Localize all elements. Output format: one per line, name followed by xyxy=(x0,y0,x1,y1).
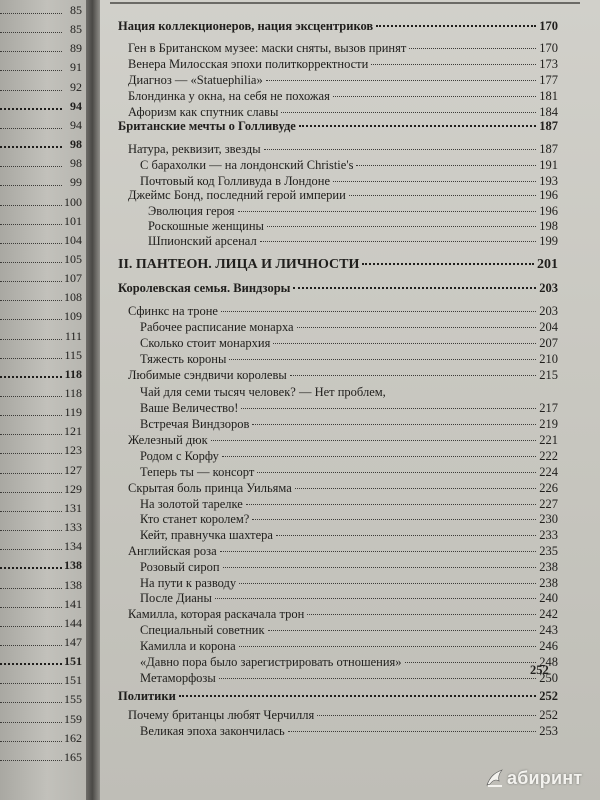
left-page-number: 105 xyxy=(64,251,82,266)
dot-leader xyxy=(0,108,62,110)
left-page-number: 92 xyxy=(70,79,82,94)
left-page-number-row xyxy=(0,366,84,382)
toc-page: 253 xyxy=(539,724,558,738)
dot-leader xyxy=(295,488,536,489)
toc-title: Афоризм как спутник славы xyxy=(128,105,279,119)
left-page-number-row xyxy=(0,672,84,688)
toc-title: После Дианы xyxy=(140,591,212,605)
dot-leader xyxy=(0,567,62,569)
dot-leader xyxy=(0,434,62,435)
left-page-number-row xyxy=(0,442,84,458)
left-page-number-row xyxy=(0,385,84,401)
toc-page: 230 xyxy=(539,512,558,526)
toc-page: 177 xyxy=(539,73,558,87)
left-page-number: 129 xyxy=(64,481,82,496)
toc-page: 222 xyxy=(539,449,558,463)
left-page-number: 101 xyxy=(64,213,82,228)
left-page-number-row xyxy=(0,21,84,37)
dot-leader xyxy=(266,80,537,81)
toc-page: 181 xyxy=(539,89,558,103)
toc-title: Королевская семья. Виндзоры xyxy=(118,281,291,295)
dot-leader xyxy=(0,741,62,742)
left-page-number: 108 xyxy=(64,290,82,305)
left-page-number-row xyxy=(0,615,84,631)
left-page-number-row xyxy=(0,136,84,152)
toc-entry xyxy=(128,606,558,622)
toc-entry xyxy=(140,448,558,464)
dot-leader xyxy=(273,343,536,344)
book-gutter xyxy=(86,0,100,800)
toc-page: 252 xyxy=(539,689,558,703)
left-page-number-row xyxy=(0,481,84,497)
dot-leader xyxy=(0,376,62,378)
left-page-number-row xyxy=(0,232,84,248)
left-page-number-row xyxy=(0,577,84,593)
left-page-number-row xyxy=(0,691,84,707)
toc-entry xyxy=(140,157,558,173)
left-page-number-row xyxy=(0,596,84,612)
toc-title: Специальный советник xyxy=(140,623,265,637)
left-page-number: 155 xyxy=(64,692,82,707)
left-page-number: 118 xyxy=(64,366,82,381)
left-page-number-row xyxy=(0,519,84,535)
toc-page: 170 xyxy=(539,41,558,55)
dot-leader xyxy=(0,415,62,416)
toc-entry xyxy=(128,367,558,383)
toc-entry xyxy=(128,72,558,88)
toc-page: 240 xyxy=(539,591,558,605)
left-page-number: 119 xyxy=(64,405,82,420)
toc-title: Диагноз — «Statuephilia» xyxy=(128,73,263,87)
toc-page: 217 xyxy=(539,401,558,415)
toc-page: 235 xyxy=(539,544,558,558)
dot-leader xyxy=(0,339,62,340)
toc-page: 191 xyxy=(539,158,558,172)
dot-leader xyxy=(0,243,62,244)
dot-leader xyxy=(0,530,62,531)
left-page-number: 138 xyxy=(64,558,82,573)
toc-title: Почтовый код Голливуда в Лондоне xyxy=(140,174,331,188)
left-page-number-row xyxy=(0,557,84,573)
dot-leader xyxy=(0,473,62,474)
left-page-number-row xyxy=(0,500,84,516)
toc-heading xyxy=(118,18,558,34)
toc-entry xyxy=(140,638,558,654)
left-page-number: 89 xyxy=(70,41,82,56)
toc-page: 203 xyxy=(539,304,558,318)
left-page-number-row xyxy=(0,289,84,305)
dot-leader xyxy=(0,13,62,14)
left-page-number: 98 xyxy=(70,156,82,171)
dot-leader xyxy=(297,327,537,328)
dot-leader xyxy=(0,90,62,91)
toc-page: 227 xyxy=(539,497,558,511)
dot-leader xyxy=(215,598,536,599)
labirint-bird-icon xyxy=(484,767,506,789)
dot-leader xyxy=(362,263,534,265)
toc-page: 238 xyxy=(539,560,558,574)
toc-title: Сфинкс на троне xyxy=(128,304,218,318)
toc-title: Тяжесть короны xyxy=(140,352,227,366)
left-page-number: 138 xyxy=(64,577,82,592)
toc-page: 224 xyxy=(539,465,558,479)
dot-leader xyxy=(179,695,536,697)
toc-title: Английская роза xyxy=(128,544,217,558)
toc-title: Сколько стоит монархия xyxy=(140,336,271,350)
left-page-number-row xyxy=(0,2,84,18)
dot-leader xyxy=(317,715,536,716)
toc-entry xyxy=(128,432,558,448)
left-page-number: 85 xyxy=(70,3,82,17)
toc-entry xyxy=(140,654,558,670)
toc-title: Железный дюк xyxy=(128,433,208,447)
left-page-number: 123 xyxy=(64,443,82,458)
left-page-number: 141 xyxy=(64,596,82,611)
dot-leader xyxy=(229,359,536,360)
toc-title: «Давно пора было зарегистрировать отношения» xyxy=(140,655,402,669)
dot-leader xyxy=(211,440,537,441)
toc-page: 252 xyxy=(539,708,558,722)
dot-leader xyxy=(290,375,536,376)
toc-page: 207 xyxy=(539,336,558,350)
left-page-number: 127 xyxy=(64,462,82,477)
left-page-number-row xyxy=(0,653,84,669)
toc-heading xyxy=(118,118,558,134)
toc-entry xyxy=(128,303,558,319)
toc-page: 233 xyxy=(539,528,558,542)
toc-entry xyxy=(140,335,558,351)
toc-entry xyxy=(128,40,558,56)
toc-entry xyxy=(128,56,558,72)
dot-leader xyxy=(0,32,62,33)
left-page-number: 144 xyxy=(64,615,82,630)
toc-page: 210 xyxy=(539,352,558,366)
labirint-watermark xyxy=(484,764,582,792)
toc-bold-page-number xyxy=(530,662,558,678)
toc-page: 198 xyxy=(539,219,558,233)
toc-heading xyxy=(118,280,558,296)
left-page-number-row xyxy=(0,79,84,95)
left-page-number-row xyxy=(0,251,84,267)
toc-page: 243 xyxy=(539,623,558,637)
dot-leader xyxy=(281,112,536,113)
left-page-number-row xyxy=(0,538,84,554)
dot-leader xyxy=(268,630,537,631)
toc-entry xyxy=(140,527,558,543)
left-page-number-row xyxy=(0,404,84,420)
toc-title: Кейт, правнучка шахтера xyxy=(140,528,273,542)
toc-entry xyxy=(148,218,558,234)
toc-page: 238 xyxy=(539,576,558,590)
toc-title: Венера Милосская эпохи политкорректности xyxy=(128,57,369,71)
toc-title: Камилла, которая раскачала трон xyxy=(128,607,305,621)
toc-entry xyxy=(140,400,558,416)
toc-title: Роскошные женщины xyxy=(148,219,264,233)
top-rule xyxy=(110,2,580,4)
toc-heading xyxy=(118,688,558,704)
dot-leader xyxy=(299,125,536,127)
dot-leader xyxy=(333,181,536,182)
dot-leader xyxy=(0,607,62,608)
toc-page: 187 xyxy=(539,119,558,133)
dot-leader xyxy=(0,300,62,301)
dot-leader xyxy=(0,588,62,589)
left-page-number-row xyxy=(0,749,84,765)
toc-title: Ваше Величество! xyxy=(140,401,239,415)
toc-entry xyxy=(140,496,558,512)
left-page-number: 107 xyxy=(64,271,82,286)
left-page-number: 151 xyxy=(64,654,82,669)
dot-leader xyxy=(0,128,62,129)
dot-leader xyxy=(288,731,537,732)
toc-page: 252 xyxy=(530,663,549,677)
right-page xyxy=(100,0,600,800)
toc-title: С барахолки — на лондонский Christie's xyxy=(140,158,354,172)
dot-leader xyxy=(260,241,537,242)
dot-leader xyxy=(0,683,62,684)
toc-entry xyxy=(128,543,558,559)
dot-leader xyxy=(0,358,62,359)
toc-page: 226 xyxy=(539,481,558,495)
toc-entry xyxy=(140,590,558,606)
toc-title: Джеймс Бонд, последний герой империи xyxy=(128,188,346,202)
left-page-number-row xyxy=(0,730,84,746)
toc-page: 215 xyxy=(539,368,558,382)
toc-page: 199 xyxy=(539,234,558,248)
toc-page: 184 xyxy=(539,105,558,119)
left-page-number: 134 xyxy=(64,539,82,554)
toc-title: Рабочее расписание монарха xyxy=(140,320,294,334)
toc-page: 203 xyxy=(539,281,558,295)
dot-leader xyxy=(0,281,62,282)
dot-leader xyxy=(371,64,536,65)
toc-entry xyxy=(140,351,558,367)
dot-leader xyxy=(221,311,536,312)
dot-leader xyxy=(0,224,62,225)
dot-leader xyxy=(409,48,536,49)
left-page-number: 85 xyxy=(70,22,82,37)
toc-entry xyxy=(140,319,558,335)
left-page-number: 159 xyxy=(64,711,82,726)
toc-page: 193 xyxy=(539,174,558,188)
toc-title: Розовый сироп xyxy=(140,560,220,574)
dot-leader xyxy=(222,456,536,457)
toc-title: Британские мечты о Голливуде xyxy=(118,119,296,133)
left-page-number-row xyxy=(0,155,84,171)
left-page-number: 111 xyxy=(64,328,82,343)
left-page-number-row xyxy=(0,194,84,210)
dot-leader xyxy=(0,166,62,167)
toc-page: 219 xyxy=(539,417,558,431)
toc-title: Любимые сэндвичи королевы xyxy=(128,368,287,382)
dot-leader xyxy=(241,408,536,409)
left-page-number-row xyxy=(0,711,84,727)
toc-title: Великая эпоха закончилась xyxy=(140,724,285,738)
toc-title: На золотой тарелке xyxy=(140,497,243,511)
toc-title: Нация коллекционеров, нация эксцентриков xyxy=(118,19,374,33)
left-page-number: 162 xyxy=(64,730,82,745)
left-page-number: 100 xyxy=(64,194,82,209)
dot-leader xyxy=(307,614,536,615)
toc-title: Шпионский арсенал xyxy=(148,234,257,248)
left-page-number-row xyxy=(0,98,84,114)
dot-leader xyxy=(356,165,536,166)
left-page-number-row xyxy=(0,634,84,650)
toc-page: 201 xyxy=(537,257,558,272)
dot-leader xyxy=(0,205,62,206)
left-page-number: 104 xyxy=(64,232,82,247)
toc-title: Политики xyxy=(118,689,176,703)
toc-page: 204 xyxy=(539,320,558,334)
dot-leader xyxy=(349,195,536,196)
dot-leader xyxy=(252,519,536,520)
toc-entry xyxy=(140,723,558,739)
left-page-number-row xyxy=(0,423,84,439)
toc-heading xyxy=(118,257,558,273)
toc-entry xyxy=(140,575,558,591)
toc-entry xyxy=(128,141,558,157)
left-page-number: 165 xyxy=(64,749,82,764)
left-page-number-row xyxy=(0,174,84,190)
dot-leader xyxy=(333,96,536,97)
toc-title: Блондинка у окна, на себя не похожая xyxy=(128,89,330,103)
dot-leader xyxy=(252,424,536,425)
left-page-number: 121 xyxy=(64,424,82,439)
dot-leader xyxy=(276,535,536,536)
dot-leader xyxy=(0,185,62,186)
dot-leader xyxy=(239,583,536,584)
left-page-number-row xyxy=(0,462,84,478)
dot-leader xyxy=(376,25,536,27)
left-page-number: 151 xyxy=(64,673,82,688)
left-page-number: 94 xyxy=(70,98,82,113)
dot-leader xyxy=(0,146,62,148)
toc-page: 246 xyxy=(539,639,558,653)
toc-title: Скрытая боль принца Уильяма xyxy=(128,481,292,495)
watermark-text: абиринт xyxy=(507,767,583,788)
left-page-number: 91 xyxy=(70,60,82,75)
left-page-number: 94 xyxy=(70,117,82,132)
dot-leader xyxy=(238,211,537,212)
toc-entry xyxy=(128,707,558,723)
left-page-number-row xyxy=(0,328,84,344)
toc-page: 221 xyxy=(539,433,558,447)
dot-leader xyxy=(0,453,62,454)
dot-leader xyxy=(405,662,537,663)
dot-leader xyxy=(0,702,62,703)
left-page-number: 118 xyxy=(64,386,82,400)
dot-leader xyxy=(264,149,537,150)
left-page-number-row xyxy=(0,117,84,133)
dot-leader xyxy=(0,51,62,52)
toc-entry xyxy=(128,480,558,496)
dot-leader xyxy=(0,626,62,627)
toc-entry xyxy=(148,233,558,249)
toc-title: Эволюция героя xyxy=(148,204,235,218)
toc-title: Метаморфозы xyxy=(140,671,216,685)
dot-leader xyxy=(0,722,62,723)
left-page-number: 131 xyxy=(64,500,82,515)
toc-title: Камилла и корона xyxy=(140,639,236,653)
dot-leader xyxy=(0,511,62,512)
left-page-number: 109 xyxy=(64,309,82,324)
toc-page: 173 xyxy=(539,57,558,71)
dot-leader xyxy=(0,396,62,397)
toc-title: На пути к разводу xyxy=(140,576,237,590)
left-page-number: 115 xyxy=(64,347,82,362)
toc-title: Чай для семи тысяч человек? — Нет проблем, xyxy=(140,385,386,399)
left-page-number-row xyxy=(0,59,84,75)
toc-entry xyxy=(128,187,558,203)
dot-leader xyxy=(0,262,62,263)
toc-entry xyxy=(140,670,558,686)
dot-leader xyxy=(0,492,62,493)
toc-title: Ген в Британском музее: маски сняты, вызов принят xyxy=(128,41,407,55)
toc-entry xyxy=(140,464,558,480)
dot-leader xyxy=(293,287,536,289)
left-page-number: 147 xyxy=(64,634,82,649)
toc-entry xyxy=(128,88,558,104)
left-page-number-row xyxy=(0,213,84,229)
toc-page: 242 xyxy=(539,607,558,621)
toc-page: 196 xyxy=(539,204,558,218)
toc-entry-continued xyxy=(140,384,558,400)
left-page-number-row xyxy=(0,40,84,56)
left-page-number: 99 xyxy=(70,175,82,190)
toc-title: Встречая Виндзоров xyxy=(140,417,250,431)
toc-entry xyxy=(140,622,558,638)
toc-title: Натура, реквизит, звезды xyxy=(128,142,261,156)
dot-leader xyxy=(257,472,536,473)
toc-entry xyxy=(148,203,558,219)
toc-entry xyxy=(140,559,558,575)
dot-leader xyxy=(223,567,537,568)
left-page-number-row xyxy=(0,308,84,324)
dot-leader xyxy=(0,663,62,665)
dot-leader xyxy=(0,549,62,550)
left-page-number: 133 xyxy=(64,520,82,534)
dot-leader xyxy=(220,551,537,552)
toc-title: Теперь ты — консорт xyxy=(140,465,255,479)
toc-title: Кто станет королем? xyxy=(140,512,250,526)
dot-leader xyxy=(0,70,62,71)
dot-leader xyxy=(267,226,536,227)
toc-title: Родом с Корфу xyxy=(140,449,219,463)
dot-leader xyxy=(219,678,536,679)
toc-entry xyxy=(140,416,558,432)
left-page xyxy=(0,0,86,800)
toc-entry xyxy=(140,511,558,527)
toc-title: II. ПАНТЕОН. ЛИЦА И ЛИЧНОСТИ xyxy=(118,257,360,272)
toc-page: 196 xyxy=(539,188,558,202)
toc-page: 170 xyxy=(539,19,558,33)
left-page-number-row xyxy=(0,270,84,286)
toc-page: 250 xyxy=(539,671,558,685)
dot-leader xyxy=(0,760,62,761)
left-page-number-row xyxy=(0,347,84,363)
dot-leader xyxy=(0,319,62,320)
toc-title: Почему британцы любят Черчилля xyxy=(128,708,315,722)
toc-page: 248 xyxy=(539,655,558,669)
left-page-number: 98 xyxy=(70,137,82,151)
dot-leader xyxy=(246,504,536,505)
dot-leader xyxy=(239,646,537,647)
toc-page: 187 xyxy=(539,142,558,156)
dot-leader xyxy=(0,645,62,646)
